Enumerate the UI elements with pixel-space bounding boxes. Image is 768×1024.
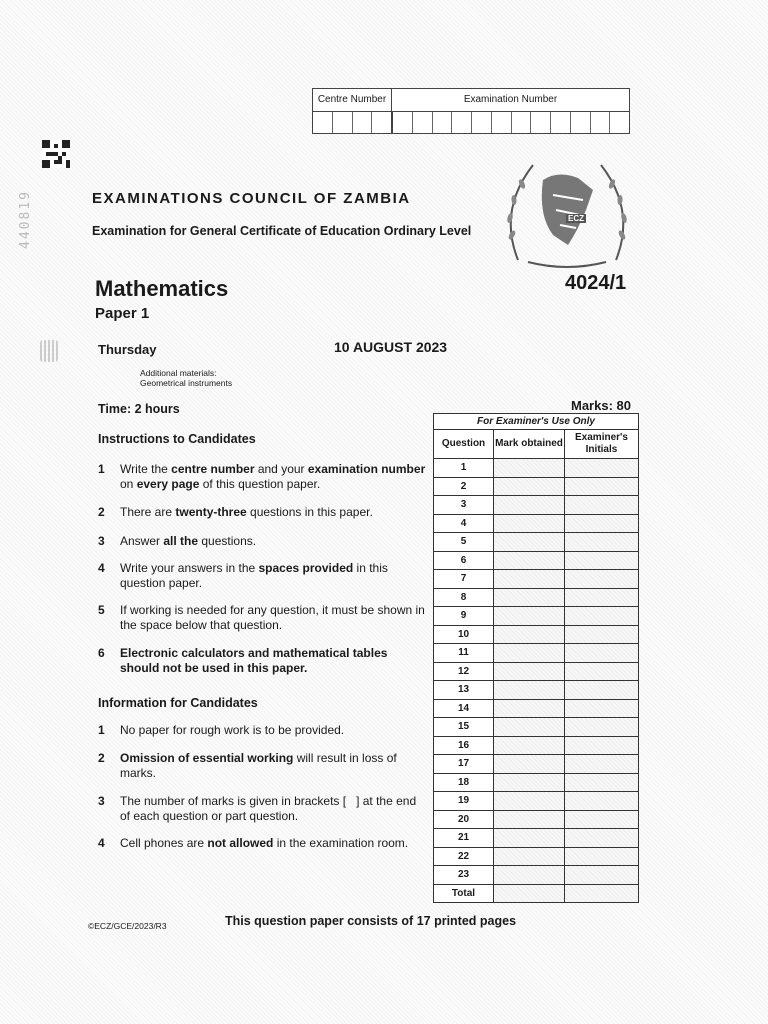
subject-title: Mathematics <box>95 276 229 301</box>
mark-cell[interactable] <box>494 607 565 626</box>
examiner-use-heading: For Examiner's Use Only <box>434 414 639 430</box>
question-number-cell: 16 <box>434 736 494 755</box>
table-row <box>434 866 639 885</box>
table-row <box>434 681 639 700</box>
question-number-cell: 8 <box>434 588 494 607</box>
initials-cell[interactable] <box>565 625 639 644</box>
initials-cell[interactable] <box>565 459 639 478</box>
candidate-number-box <box>312 88 630 134</box>
question-number-cell: 20 <box>434 810 494 829</box>
initials-cell[interactable] <box>565 514 639 533</box>
exam-description: Examination for General Certificate of Education Ordinary Level <box>92 224 472 238</box>
question-number-cell: 15 <box>434 718 494 737</box>
mark-cell[interactable] <box>494 662 565 681</box>
table-row <box>434 829 639 848</box>
instructions-title: Instructions to Candidates <box>98 432 256 446</box>
total-mark-cell[interactable] <box>494 884 565 903</box>
initials-cell[interactable] <box>565 755 639 774</box>
instruction-item: 5 If working is needed for any question, it must be shown in the space below that question. <box>98 603 425 632</box>
table-row <box>434 699 639 718</box>
question-number-cell: 22 <box>434 847 494 866</box>
initials-cell[interactable] <box>565 533 639 552</box>
total-marks: Marks: 80 <box>571 398 631 413</box>
initials-cell[interactable] <box>565 699 639 718</box>
instruction-item: 4 Write your answers in the spaces provided in this question paper. <box>98 561 388 590</box>
table-row <box>434 718 639 737</box>
initials-cell[interactable] <box>565 829 639 848</box>
initials-cell[interactable] <box>565 866 639 885</box>
side-serial-code: 440819 <box>18 190 33 249</box>
crest-text: ECZ <box>568 214 584 223</box>
paper-number: Paper 1 <box>95 305 150 322</box>
instruction-item: 6 Electronic calculators and mathematical tables should not be used in this paper. <box>98 646 388 675</box>
question-number-cell: 19 <box>434 792 494 811</box>
table-row <box>434 551 639 570</box>
initials-cell[interactable] <box>565 570 639 589</box>
initials-cell[interactable] <box>565 681 639 700</box>
mark-cell[interactable] <box>494 773 565 792</box>
mark-cell[interactable] <box>494 755 565 774</box>
table-row <box>434 588 639 607</box>
question-number-cell: 13 <box>434 681 494 700</box>
initials-cell[interactable] <box>565 477 639 496</box>
number-entry-cells <box>313 112 629 133</box>
materials-item: Geometrical instruments <box>140 378 233 388</box>
table-row <box>434 662 639 681</box>
instruction-item: 3 Answer all the questions. <box>98 534 257 548</box>
initials-cell[interactable] <box>565 644 639 663</box>
table-row <box>434 459 639 478</box>
total-row <box>434 884 639 903</box>
question-number-cell: 1 <box>434 459 494 478</box>
initials-cell[interactable] <box>565 792 639 811</box>
total-initials-cell[interactable] <box>565 884 639 903</box>
copyright-code: ©ECZ/GCE/2023/R3 <box>88 921 167 931</box>
question-number-cell: 14 <box>434 699 494 718</box>
table-row <box>434 477 639 496</box>
initials-cell[interactable] <box>565 718 639 737</box>
table-row <box>434 514 639 533</box>
mark-cell[interactable] <box>494 866 565 885</box>
mark-cell[interactable] <box>494 551 565 570</box>
table-row <box>434 847 639 866</box>
examination-number-label: Examination Number <box>392 89 629 112</box>
mark-cell[interactable] <box>494 477 565 496</box>
mark-cell[interactable] <box>494 496 565 515</box>
table-row <box>434 736 639 755</box>
initials-cell[interactable] <box>565 607 639 626</box>
ecz-crest-logo <box>498 150 636 276</box>
information-item: 4 Cell phones are not allowed in the examination room. <box>98 836 409 850</box>
instruction-item: 1 Write the centre number and your examination number on every page of this question paper. <box>98 462 426 491</box>
question-number-cell: 2 <box>434 477 494 496</box>
question-number-cell: 9 <box>434 607 494 626</box>
table-row <box>434 644 639 663</box>
question-number-cell: 4 <box>434 514 494 533</box>
mark-column-header: Mark obtained <box>494 430 565 459</box>
table-row <box>434 607 639 626</box>
mark-cell[interactable] <box>494 681 565 700</box>
side-stamp-mark <box>40 340 58 362</box>
table-row <box>434 533 639 552</box>
information-item: 2 Omission of essential working will result in loss of marks. <box>98 751 397 780</box>
mark-cell[interactable] <box>494 810 565 829</box>
mark-cell[interactable] <box>494 533 565 552</box>
instruction-item: 2 There are twenty-three questions in this paper. <box>98 505 373 519</box>
initials-cell[interactable] <box>565 662 639 681</box>
table-row <box>434 792 639 811</box>
initials-cell[interactable] <box>565 736 639 755</box>
initials-cell[interactable] <box>565 810 639 829</box>
paper-code: 4024/1 <box>565 272 627 294</box>
question-number-cell: 23 <box>434 866 494 885</box>
exam-time: Time: 2 hours <box>98 402 180 416</box>
total-label: Total <box>434 884 494 903</box>
initials-cell[interactable] <box>565 588 639 607</box>
mark-cell[interactable] <box>494 459 565 478</box>
qr-code-icon <box>42 140 70 168</box>
council-name: EXAMINATIONS COUNCIL OF ZAMBIA <box>92 190 411 207</box>
table-row <box>434 496 639 515</box>
table-row <box>434 810 639 829</box>
question-number-cell: 6 <box>434 551 494 570</box>
question-number-cell: 12 <box>434 662 494 681</box>
question-number-cell: 17 <box>434 755 494 774</box>
question-number-cell: 10 <box>434 625 494 644</box>
table-row <box>434 755 639 774</box>
question-number-cell: 5 <box>434 533 494 552</box>
additional-materials <box>140 368 232 388</box>
initials-cell[interactable] <box>565 496 639 515</box>
initials-cell[interactable] <box>565 551 639 570</box>
mark-cell[interactable] <box>494 588 565 607</box>
question-number-cell: 18 <box>434 773 494 792</box>
initials-cell[interactable] <box>565 773 639 792</box>
mark-cell[interactable] <box>494 829 565 848</box>
page-count-note: This question paper consists of 17 printed pages <box>225 914 517 928</box>
materials-title: Additional materials: <box>140 368 217 378</box>
information-title: Information for Candidates <box>98 696 258 710</box>
exam-date: 10 AUGUST 2023 <box>334 339 448 355</box>
question-column-header: Question <box>434 430 494 459</box>
mark-cell[interactable] <box>494 847 565 866</box>
mark-cell[interactable] <box>494 792 565 811</box>
information-item: 1 No paper for rough work is to be provided. <box>98 723 345 737</box>
information-item: 3 The number of marks is given in brackets [ ] at the end of each question or part question. <box>98 794 417 823</box>
mark-cell[interactable] <box>494 699 565 718</box>
table-row <box>434 773 639 792</box>
question-number-cell: 7 <box>434 570 494 589</box>
examiner-use-table <box>433 413 638 903</box>
mark-cell[interactable] <box>494 570 565 589</box>
table-row <box>434 570 639 589</box>
mark-cell[interactable] <box>494 625 565 644</box>
mark-cell[interactable] <box>494 644 565 663</box>
question-number-cell: 11 <box>434 644 494 663</box>
initials-column-header: Examiner's Initials <box>565 430 639 459</box>
mark-cell[interactable] <box>494 736 565 755</box>
mark-cell[interactable] <box>494 514 565 533</box>
mark-cell[interactable] <box>494 718 565 737</box>
centre-number-label: Centre Number <box>313 89 392 112</box>
question-number-cell: 21 <box>434 829 494 848</box>
exam-day: Thursday <box>98 342 157 357</box>
table-row <box>434 625 639 644</box>
initials-cell[interactable] <box>565 847 639 866</box>
question-number-cell: 3 <box>434 496 494 515</box>
